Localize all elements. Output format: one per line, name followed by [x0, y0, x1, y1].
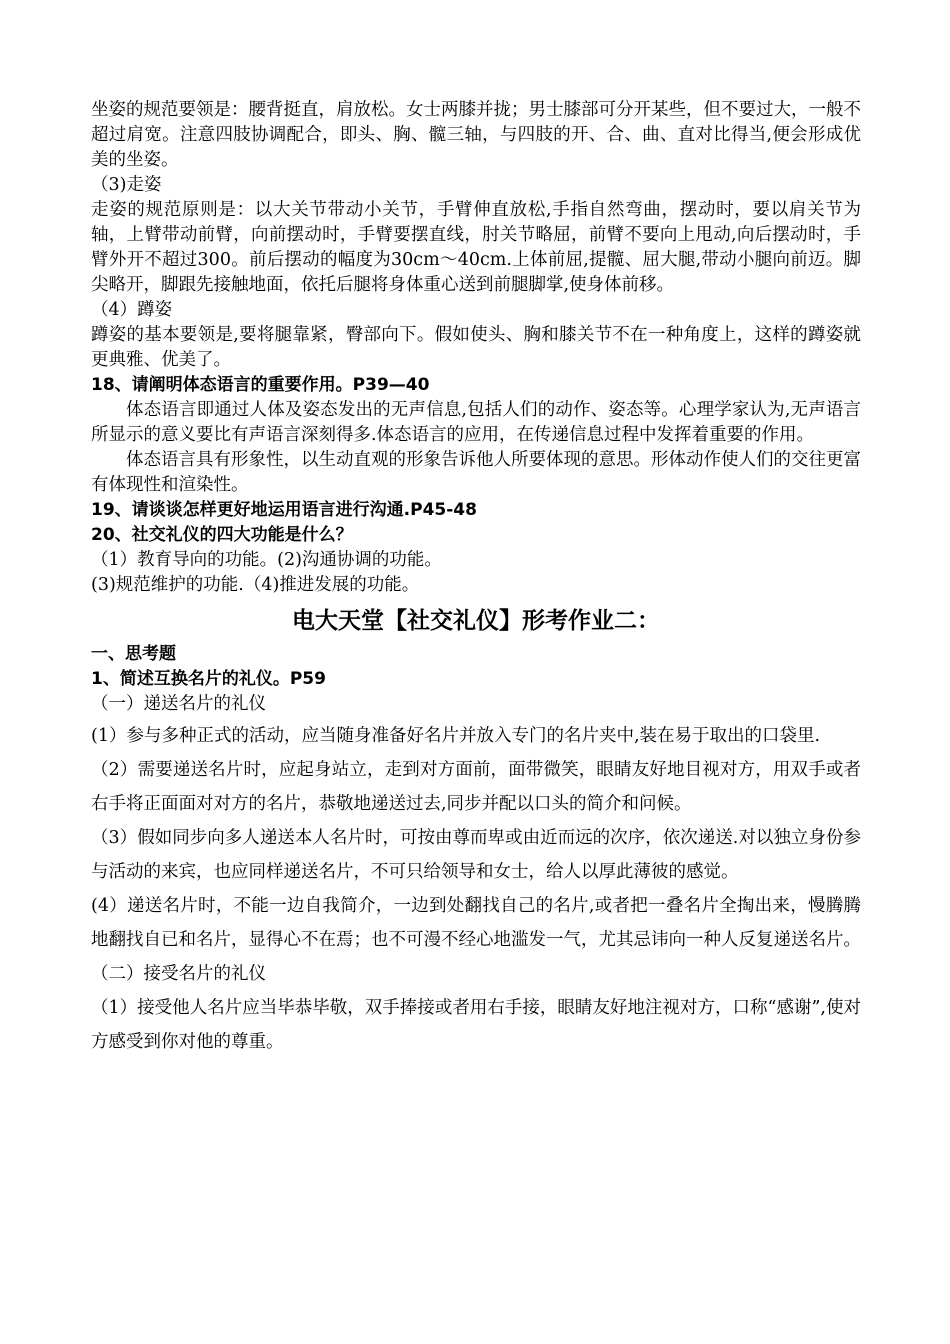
section-heading: 一、思考题: [91, 644, 176, 664]
q18-paragraph-1: 体态语言即通过人体及姿态发出的无声信息,包括人们的动作、姿态等。心理学家认为,无声语言所显示的意义要比有声语言深刻得多.体态语言的应用，在传递信息过程中发挥着重要的作用。: [91, 400, 861, 445]
walking-paragraph: 走姿的规范原则是：以大关节带动小关节，手臂伸直放松,手指自然弯曲，摆动时，要以肩关节为轴，上臂带动前臂，向前摆动时，手臂要摆直线，肘关节略屈，前臂不要向上甩动,向后摆动时，手臂外开不超过300。前后摆动的幅度为30cm～40cm.上体前屈,提髋、屈大腿,带动小腿向前迈。脚尖略开，脚跟先接触地面，依托后腿将身体重心送到前腿脚掌,使身体前移。: [91, 200, 861, 295]
document-page: [91, 98, 861, 1059]
q19-heading: 19、请谈谈怎样更好地运用语言进行沟通.P45-48: [91, 500, 477, 520]
sitting-paragraph: 坐姿的规范要领是：腰背挺直，肩放松。女士两膝并拢；男士膝部可分开某些，但不要过大，一般不超过肩宽。注意四肢协调配合，即头、胸、髋三轴，与四肢的开、合、曲、直对比得当,便会形成优美的坐姿。: [91, 100, 861, 170]
section-title: 电大天堂【社交礼仪】形考作业二：: [292, 608, 660, 634]
receive-card-item-1: （1）接受他人名片应当毕恭毕敬，双手捧接或者用右手接，眼睛友好地注视对方，口称“感谢”,使对方感受到你对他的尊重。: [91, 998, 861, 1052]
walking-heading: （3)走姿: [91, 175, 162, 195]
q18-heading: 18、请阐明体态语言的重要作用。P39—40: [91, 375, 430, 395]
send-card-item-3: （3）假如同步向多人递送本人名片时，可按由尊而卑或由近而远的次序，依次递送.对以独立身份参与活动的来宾，也应同样递送名片，不可只给领导和女士，给人以厚此薄彼的感觉。: [91, 828, 861, 882]
q18-paragraph-2: 体态语言具有形象性，以生动直观的形象告诉他人所要体现的意思。形体动作使人们的交往更富有体现性和渲染性。: [91, 450, 861, 495]
subheading-receive-card: （二）接受名片的礼仪: [91, 964, 266, 984]
send-card-item-1: (1）参与多种正式的活动，应当随身准备好名片并放入专门的名片夹中,装在易于取出的口袋里.: [91, 726, 821, 746]
subheading-send-card: （一）递送名片的礼仪: [91, 694, 266, 714]
squatting-heading: （4）蹲姿: [91, 300, 173, 320]
question-1-heading: 1、简述互换名片的礼仪。P59: [91, 669, 326, 689]
q20-line-1: （1）教育导向的功能。(2)沟通协调的功能。: [91, 550, 442, 570]
q20-line-2: (3)规范维护的功能.（4)推进发展的功能。: [91, 575, 420, 595]
q20-heading: 20、社交礼仪的四大功能是什么？: [91, 525, 353, 545]
squatting-paragraph: 蹲姿的基本要领是,要将腿靠紧，臀部向下。假如使头、胸和膝关节不在一种角度上，这样的蹲姿就更典雅、优美了。: [91, 325, 861, 370]
send-card-item-2: （2）需要递送名片时，应起身站立，走到对方面前，面带微笑，眼睛友好地目视对方，用双手或者右手将正面面对对方的名片，恭敬地递送过去,同步并配以口头的简介和问候。: [91, 760, 861, 814]
send-card-item-4: (4）递送名片时，不能一边自我简介，一边到处翻找自己的名片,或者把一叠名片全掏出来，慢腾腾地翻找自已和名片，显得心不在焉；也不可漫不经心地滥发一气，尤其忌讳向一种人反复递送名片。: [91, 896, 861, 950]
